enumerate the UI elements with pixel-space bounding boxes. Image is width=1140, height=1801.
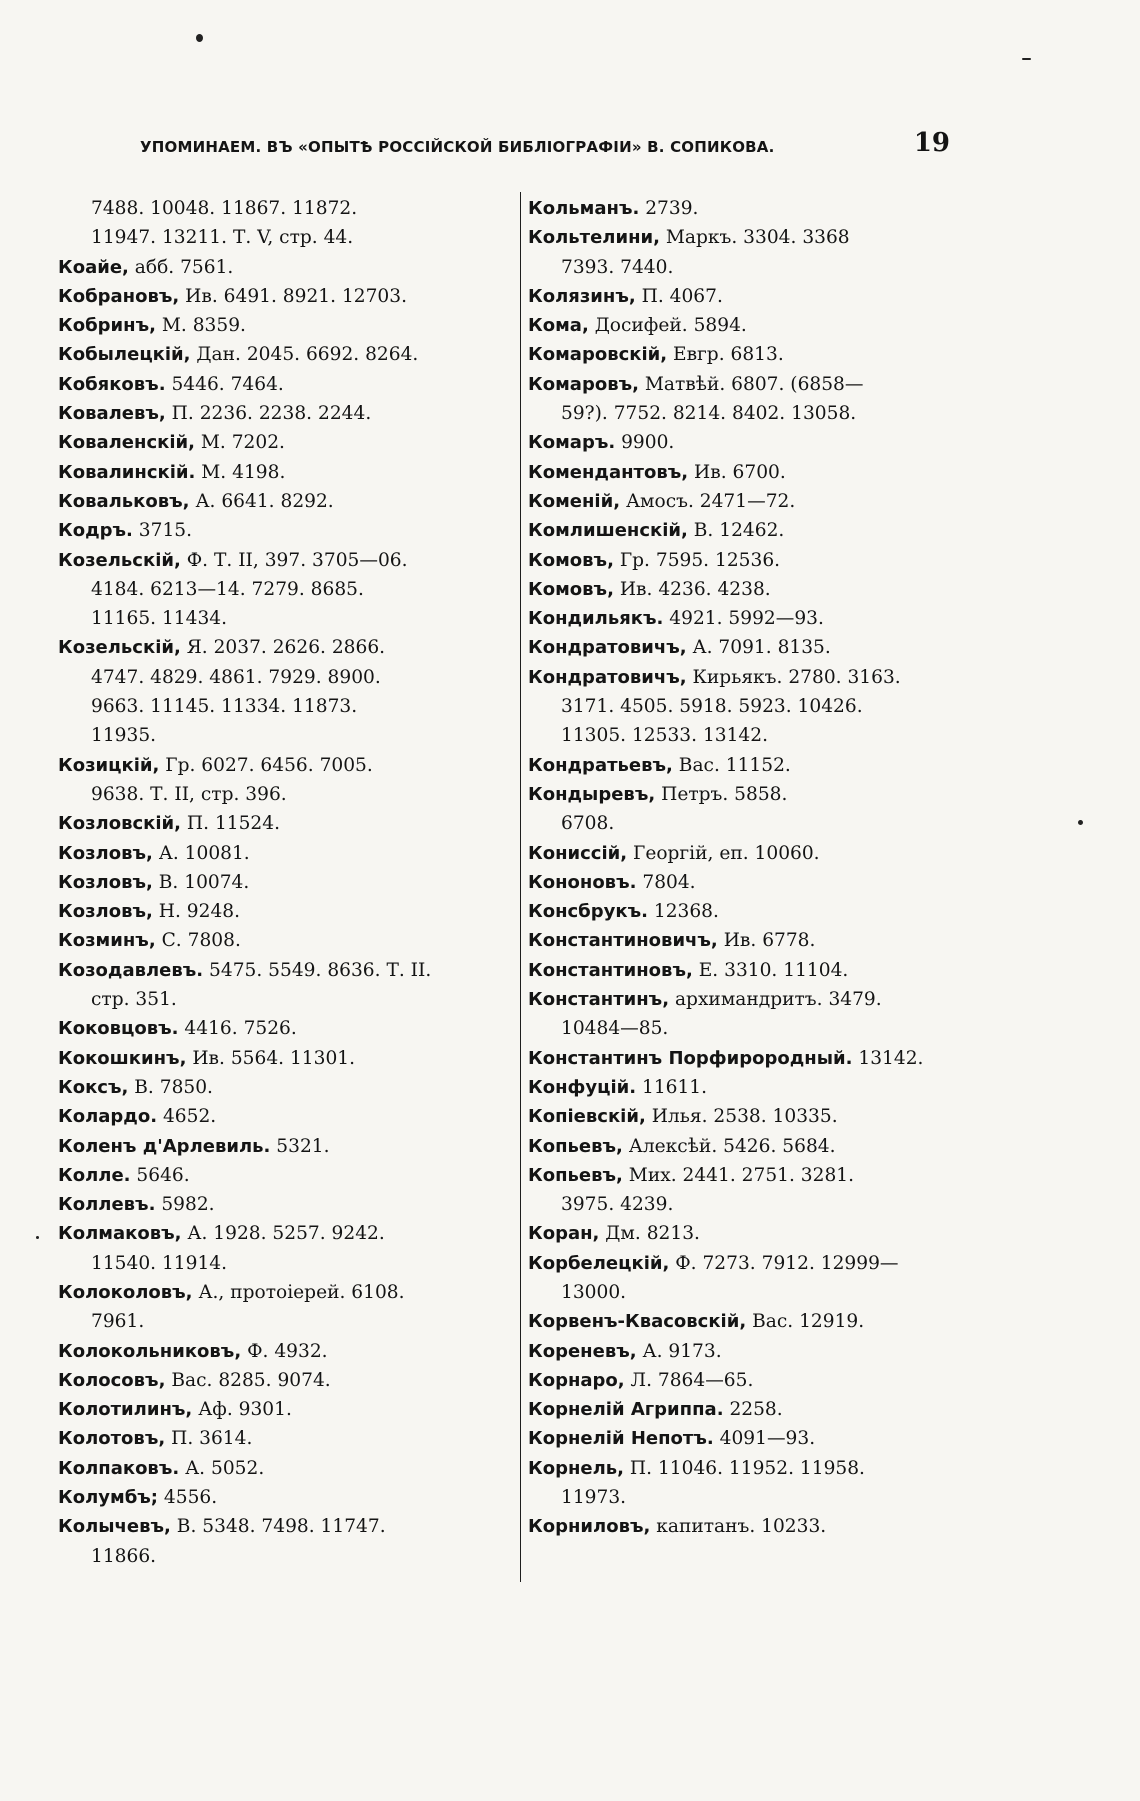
entry-name: Козловъ, — [58, 871, 153, 893]
index-entry-continuation — [528, 1014, 958, 1043]
entry-name: Кодръ. — [58, 520, 133, 542]
entry-name: Кониссій, — [528, 842, 628, 864]
entry-name: Конфуцій. — [528, 1076, 637, 1098]
entry-name: Константиновичъ, — [528, 930, 718, 952]
index-entry — [528, 1044, 958, 1073]
index-entry-continuation — [528, 692, 958, 721]
entry-references: 2258. — [723, 1399, 783, 1421]
index-entry — [58, 633, 513, 662]
entry-name: Колумбъ; — [58, 1487, 159, 1509]
entry-name: Корбелецкій, — [528, 1252, 670, 1274]
index-entry-continuation — [528, 399, 958, 428]
index-entry — [528, 516, 958, 545]
entry-name: Комаръ. — [528, 432, 616, 454]
entry-references: 11165. 11434. — [91, 608, 228, 630]
entry-references: А. 5052. — [179, 1457, 265, 1479]
index-entry — [528, 575, 958, 604]
entry-references: 6708. — [561, 813, 615, 835]
index-entry — [528, 370, 958, 399]
entry-name: Кондильякъ. — [528, 608, 664, 630]
entry-references: 5475. 5549. 8636. Т. II. — [203, 959, 432, 981]
entry-name: Кондыревъ, — [528, 783, 656, 805]
entry-references: П. 4067. — [635, 285, 723, 307]
index-entry — [528, 546, 958, 575]
entry-references: 11947. 13211. Т. V, стр. 44. — [91, 227, 354, 249]
index-entry — [528, 1337, 958, 1366]
entry-references: Ив. 6491. 8921. 12703. — [179, 285, 408, 307]
index-entry — [528, 780, 958, 809]
entry-name: Корнелій Непотъ. — [528, 1428, 714, 1450]
entry-name: Копіевскій, — [528, 1106, 646, 1128]
index-entry — [58, 809, 513, 838]
index-entry — [528, 1102, 958, 1131]
entry-references: 4921. 5992—93. — [663, 608, 824, 630]
entry-name: Колычевъ, — [58, 1516, 171, 1538]
entry-references: архимандритъ. 3479. — [669, 989, 882, 1011]
entry-references: Гр. 6027. 6456. 7005. — [159, 754, 373, 776]
index-entry — [58, 1219, 513, 1248]
index-entry — [58, 1366, 513, 1395]
page-header — [140, 128, 950, 168]
index-entry — [528, 311, 958, 340]
entry-name: Комаровъ, — [528, 373, 639, 395]
entry-references: 4416. 7526. — [178, 1018, 297, 1040]
index-entry-continuation — [58, 1542, 513, 1571]
index-entry — [528, 839, 958, 868]
column-divider — [520, 192, 521, 1582]
entry-references: Алексѣй. 5426. 5684. — [622, 1135, 836, 1157]
index-entry-continuation — [528, 809, 958, 838]
entry-references: П. 11524. — [181, 813, 281, 835]
entry-name: Кондратьевъ, — [528, 754, 673, 776]
entry-references: А. 10081. — [152, 842, 250, 864]
entry-name: Корниловъ, — [528, 1516, 651, 1538]
entry-references: Ф. 4932. — [241, 1340, 328, 1362]
entry-name: Козодавлевъ. — [58, 959, 204, 981]
index-entry-continuation — [58, 604, 513, 633]
entry-name: Козловъ, — [58, 842, 153, 864]
index-entry — [528, 1454, 958, 1483]
entry-name: Кольманъ. — [528, 198, 640, 219]
entry-references: М. 7202. — [194, 432, 285, 454]
entry-references: А. 6641. 8292. — [189, 490, 334, 512]
entry-references: П. 11046. 11952. 11958. — [624, 1457, 865, 1479]
index-entry — [58, 370, 513, 399]
index-entry — [58, 1483, 513, 1512]
index-entry — [528, 868, 958, 897]
entry-references: В. 5348. 7498. 11747. — [170, 1516, 386, 1538]
entry-references: 2739. — [639, 198, 699, 219]
entry-name: Кобрановъ, — [58, 285, 180, 307]
index-entry — [528, 751, 958, 780]
entry-name: Козицкій, — [58, 754, 160, 776]
index-entry — [528, 487, 958, 516]
entry-references: 5446. 7464. — [165, 373, 284, 395]
page-number: 19 — [913, 128, 950, 158]
index-entry — [528, 428, 958, 457]
index-entry — [58, 399, 513, 428]
entry-name: Комаровскій, — [528, 344, 668, 366]
entry-references: 12368. — [647, 901, 719, 923]
entry-references: Е. 3310. 11104. — [692, 959, 849, 981]
entry-references: А. 7091. 8135. — [686, 637, 831, 659]
entry-name: Козельскій, — [58, 549, 181, 571]
entry-references: капитанъ. 10233. — [650, 1516, 827, 1538]
entry-references: 4184. 6213—14. 7279. 8685. — [91, 578, 364, 600]
entry-references: Вас. 8285. 9074. — [165, 1369, 331, 1391]
index-entry — [58, 487, 513, 516]
entry-name: Копьевъ, — [528, 1164, 623, 1186]
entry-references: Ф. 7273. 7912. 12999— — [669, 1252, 899, 1274]
index-entry-continuation — [528, 1190, 958, 1219]
entry-references: Вас. 12919. — [746, 1311, 865, 1333]
entry-name: Кобылецкій, — [58, 344, 191, 366]
entry-references: П. 2236. 2238. 2244. — [165, 403, 372, 425]
index-entry — [528, 1395, 958, 1424]
entry-name: Кома, — [528, 315, 589, 337]
entry-name: Колпаковъ. — [58, 1457, 180, 1479]
entry-references: 4747. 4829. 4861. 7929. 8900. — [91, 666, 381, 688]
index-entry — [58, 897, 513, 926]
entry-references: Я. 2037. 2626. 2866. — [180, 637, 386, 659]
entry-references: Ф. Т. II, 397. 3705—06. — [180, 549, 408, 571]
entry-references: стр. 351. — [91, 989, 177, 1011]
entry-name: Коменій, — [528, 490, 621, 512]
index-entry-continuation — [58, 692, 513, 721]
entry-references: Петръ. 5858. — [655, 783, 788, 805]
entry-references: Мих. 2441. 2751. 3281. — [622, 1164, 855, 1186]
entry-references: А., протоіерей. 6108. — [192, 1281, 405, 1303]
ink-speck — [1078, 820, 1083, 825]
entry-references: Л. 7864—65. — [624, 1369, 754, 1391]
index-entry — [58, 1014, 513, 1043]
index-entry-continuation — [528, 721, 958, 750]
index-entry-continuation — [58, 780, 513, 809]
entry-references: 11935. — [91, 725, 157, 747]
entry-name: Коран, — [528, 1223, 600, 1245]
entry-references: 11305. 12533. 13142. — [561, 725, 769, 747]
entry-name: Козминъ, — [58, 930, 156, 952]
index-entry-continuation — [58, 1249, 513, 1278]
index-entry — [58, 1102, 513, 1131]
entry-references: 7488. 10048. 11867. 11872. — [91, 198, 358, 219]
entry-references: Досифей. 5894. — [588, 315, 747, 337]
index-entry — [58, 340, 513, 369]
entry-references: 5982. — [155, 1194, 215, 1216]
index-entry — [58, 868, 513, 897]
index-entry-continuation — [58, 663, 513, 692]
index-entry-continuation — [528, 1483, 958, 1512]
entry-references: 5646. — [130, 1164, 190, 1186]
entry-name: Кольтелини, — [528, 227, 660, 249]
entry-name: Колардо. — [58, 1106, 158, 1128]
entry-references: Вас. 11152. — [672, 754, 791, 776]
entry-name: Коковцовъ. — [58, 1018, 179, 1040]
entry-name: Козловъ, — [58, 901, 153, 923]
entry-references: 11611. — [636, 1076, 708, 1098]
entry-name: Кобринъ, — [58, 315, 156, 337]
entry-references: М. 8359. — [155, 315, 246, 337]
entry-name: Коваленскій, — [58, 432, 195, 454]
entry-references: 11866. — [91, 1545, 157, 1567]
entry-name: Козловскій, — [58, 813, 181, 835]
entry-name: Колязинъ, — [528, 285, 636, 307]
ink-speck — [36, 1236, 39, 1239]
entry-name: Ковалевъ, — [58, 403, 166, 425]
entry-name: Константинъ Порфирородный. — [528, 1047, 853, 1069]
entry-references: 9638. Т. II, стр. 396. — [91, 783, 287, 805]
entry-name: Колокольниковъ, — [58, 1340, 242, 1362]
index-column-right — [528, 194, 958, 1542]
entry-name: Константиновъ, — [528, 959, 693, 981]
entry-references: 9663. 11145. 11334. 11873. — [91, 696, 358, 718]
ink-speck — [1022, 58, 1031, 60]
entry-references: 5321. — [270, 1135, 330, 1157]
index-entry — [58, 926, 513, 955]
entry-name: Колмаковъ, — [58, 1223, 182, 1245]
index-entry — [58, 1337, 513, 1366]
index-entry — [58, 546, 513, 575]
index-entry — [58, 1454, 513, 1483]
index-entry — [58, 956, 513, 985]
entry-name: Кондратовичъ, — [528, 637, 687, 659]
index-entry-continuation — [528, 1278, 958, 1307]
index-entry — [528, 1249, 958, 1278]
entry-references: В. 12462. — [687, 520, 785, 542]
index-entry — [58, 1278, 513, 1307]
running-head: УПОМИНАЕМ. ВЪ «ОПЫТѢ РОССІЙСКОЙ БИБЛІОГРАФІИ» В. СОПИКОВА. — [140, 138, 775, 156]
index-entry — [528, 282, 958, 311]
entry-references: 11540. 11914. — [91, 1252, 228, 1274]
index-entry — [528, 340, 958, 369]
entry-name: Корнелій Агриппа. — [528, 1399, 724, 1421]
entry-references: 3715. — [132, 520, 193, 542]
entry-name: Консбрукъ. — [528, 901, 648, 923]
entry-references: 7393. 7440. — [561, 256, 674, 278]
entry-name: Колле. — [58, 1164, 131, 1186]
entry-references: Матвѣй. 6807. (6858— — [638, 373, 864, 395]
index-entry — [528, 458, 958, 487]
index-entry-continuation — [58, 194, 513, 223]
index-entry-continuation — [58, 575, 513, 604]
entry-references: С. 7808. — [155, 930, 241, 952]
index-entry — [528, 1073, 958, 1102]
index-entry — [528, 926, 958, 955]
index-entry — [58, 1073, 513, 1102]
index-entry — [58, 516, 513, 545]
entry-references: 11973. — [561, 1487, 627, 1509]
entry-references: В. 10074. — [152, 871, 250, 893]
index-entry — [58, 839, 513, 868]
index-entry — [58, 253, 513, 282]
entry-name: Коайе, — [58, 256, 129, 278]
index-entry — [58, 1044, 513, 1073]
entry-references: Ив. 6778. — [717, 930, 816, 952]
entry-references: П. 3614. — [165, 1428, 253, 1450]
index-entry — [58, 1424, 513, 1453]
entry-references: Аф. 9301. — [192, 1399, 292, 1421]
index-entry — [58, 1512, 513, 1541]
entry-name: Коллевъ. — [58, 1194, 156, 1216]
entry-name: Кокошкинъ, — [58, 1047, 187, 1069]
index-entry — [58, 1395, 513, 1424]
index-entry — [528, 1307, 958, 1336]
entry-references: Гр. 7595. 12536. — [613, 549, 781, 571]
entry-name: Комовъ, — [528, 578, 614, 600]
index-entry — [528, 633, 958, 662]
entry-references: 13142. — [852, 1047, 924, 1069]
entry-name: Колотилинъ, — [58, 1399, 193, 1421]
entry-references: Дан. 2045. 6692. 8264. — [190, 344, 419, 366]
index-entry-continuation — [528, 253, 958, 282]
index-entry — [528, 1132, 958, 1161]
entry-references: Дм. 8213. — [599, 1223, 700, 1245]
entry-name: Кобяковъ. — [58, 373, 166, 395]
entry-name: Коленъ д'Арлевиль. — [58, 1135, 271, 1157]
ink-speck — [196, 34, 203, 42]
index-entry — [58, 751, 513, 780]
entry-name: Колоколовъ, — [58, 1281, 193, 1303]
entry-name: Комовъ, — [528, 549, 614, 571]
entry-references: В. 7850. — [128, 1076, 213, 1098]
entry-references: А. 9173. — [636, 1340, 722, 1362]
entry-references: 9900. — [615, 432, 675, 454]
index-entry — [528, 897, 958, 926]
index-entry — [528, 223, 958, 252]
entry-name: Кондратовичъ, — [528, 666, 687, 688]
index-entry — [58, 282, 513, 311]
index-entry — [528, 1366, 958, 1395]
entry-references: А. 1928. 5257. 9242. — [181, 1223, 385, 1245]
entry-references: Георгій, еп. 10060. — [627, 842, 820, 864]
entry-name: Комлишенскій, — [528, 520, 688, 542]
entry-name: Ковалинскій. — [58, 461, 196, 483]
entry-references: 7804. — [636, 871, 696, 893]
entry-name: Ковальковъ, — [58, 490, 190, 512]
entry-references: абб. 7561. — [128, 256, 234, 278]
entry-name: Копьевъ, — [528, 1135, 623, 1157]
entry-references: 4652. — [157, 1106, 217, 1128]
index-entry — [58, 458, 513, 487]
index-entry — [528, 1161, 958, 1190]
entry-references: 4556. — [158, 1487, 218, 1509]
entry-references: Н. 9248. — [152, 901, 241, 923]
index-entry-continuation — [58, 223, 513, 252]
entry-name: Коксъ, — [58, 1076, 129, 1098]
entry-references: Ив. 5564. 11301. — [186, 1047, 356, 1069]
entry-name: Константинъ, — [528, 989, 670, 1011]
index-entry — [58, 1132, 513, 1161]
entry-name: Корвенъ-Квасовскій, — [528, 1311, 747, 1333]
entry-name: Колосовъ, — [58, 1369, 166, 1391]
entry-references: 59?). 7752. 8214. 8402. 13058. — [561, 403, 857, 425]
index-entry-continuation — [58, 721, 513, 750]
entry-references: 7961. — [91, 1311, 145, 1333]
entry-references: Илья. 2538. 10335. — [645, 1106, 838, 1128]
index-entry — [58, 1190, 513, 1219]
entry-references: 3171. 4505. 5918. 5923. 10426. — [561, 696, 863, 718]
index-entry-continuation — [58, 1307, 513, 1336]
index-entry — [58, 311, 513, 340]
entry-name: Комендантовъ, — [528, 461, 689, 483]
index-entry — [528, 1219, 958, 1248]
entry-name: Корнель, — [528, 1457, 625, 1479]
index-entry — [528, 985, 958, 1014]
index-entry — [58, 1161, 513, 1190]
entry-references: М. 4198. — [195, 461, 286, 483]
entry-references: 10484—85. — [561, 1018, 669, 1040]
index-entry — [528, 604, 958, 633]
index-entry — [58, 428, 513, 457]
entry-references: Амосъ. 2471—72. — [620, 490, 796, 512]
entry-name: Козельскій, — [58, 637, 181, 659]
entry-name: Кореневъ, — [528, 1340, 637, 1362]
entry-name: Колотовъ, — [58, 1428, 166, 1450]
index-entry-continuation — [58, 985, 513, 1014]
index-entry — [528, 956, 958, 985]
entry-references: Ив. 4236. 4238. — [613, 578, 771, 600]
index-entry — [528, 194, 958, 223]
entry-references: 3975. 4239. — [561, 1194, 674, 1216]
index-entry — [528, 1424, 958, 1453]
entry-references: 13000. — [561, 1281, 627, 1303]
entry-name: Кононовъ. — [528, 871, 637, 893]
entry-references: Евгр. 6813. — [667, 344, 784, 366]
entry-references: Маркъ. 3304. 3368 — [659, 227, 850, 249]
entry-name: Корнаро, — [528, 1369, 625, 1391]
entry-references: 4091—93. — [713, 1428, 816, 1450]
index-entry — [528, 1512, 958, 1541]
entry-references: Кирьякъ. 2780. 3163. — [686, 666, 901, 688]
entry-references: Ив. 6700. — [688, 461, 786, 483]
index-column-left — [58, 194, 513, 1571]
index-entry — [528, 663, 958, 692]
